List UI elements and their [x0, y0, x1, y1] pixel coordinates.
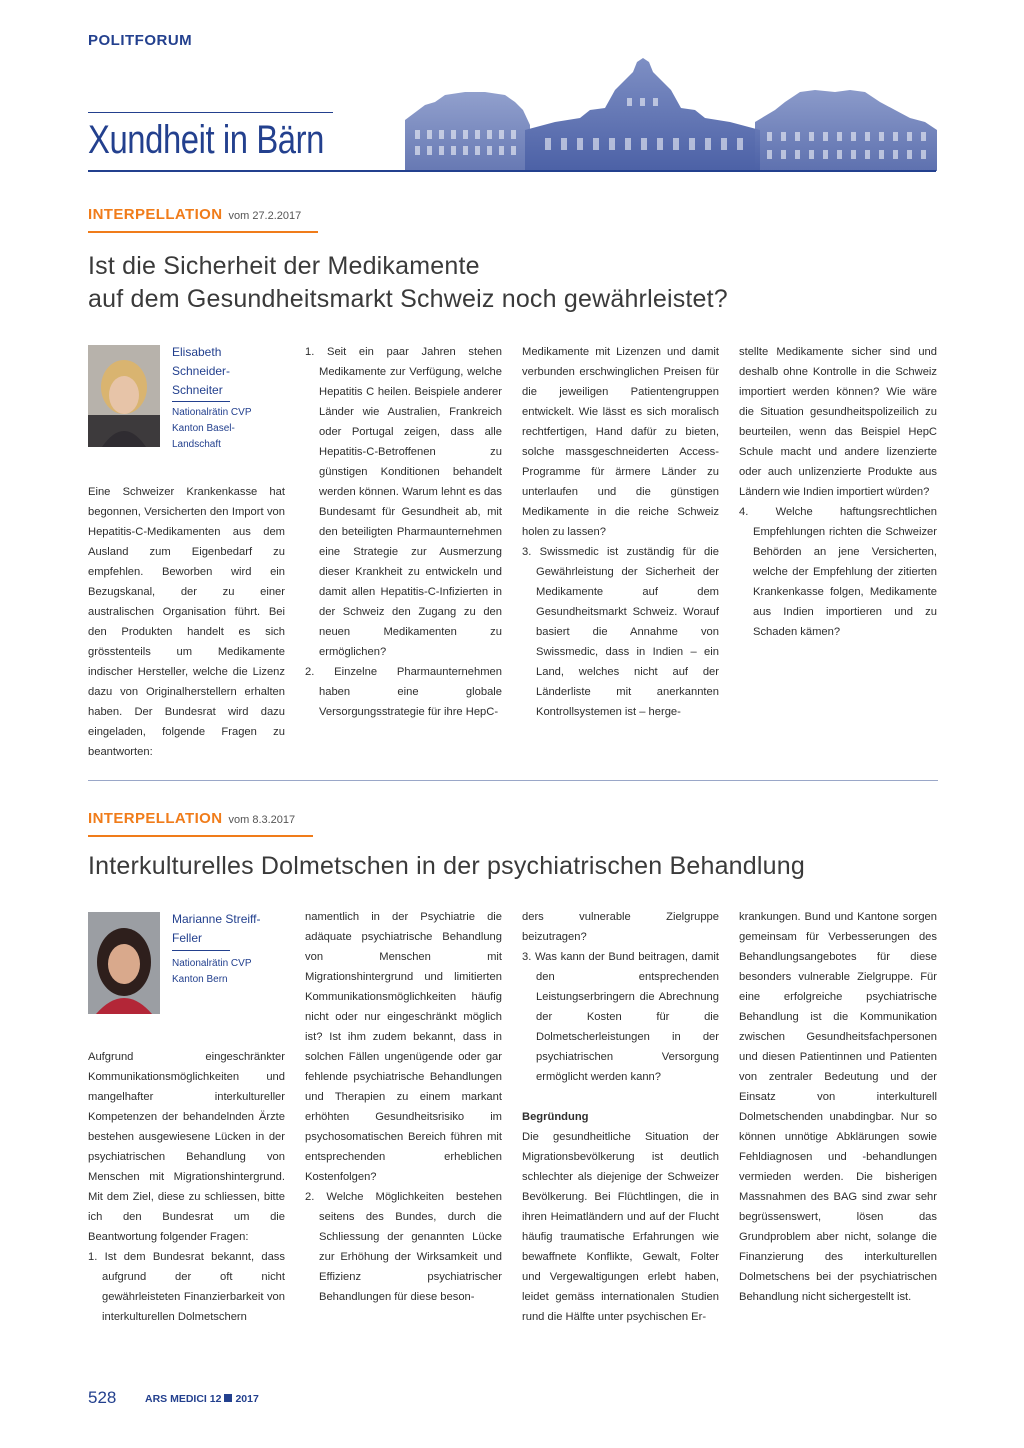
square-bullet-icon: [224, 1394, 232, 1402]
article2-col3: ders vulnerable Zielgruppe beizutragen? 3. Was kann der Bund beitragen, damit den entsprechenden Leistungserbringern die Abrechnung der Kosten für die Dolmetscherleistungen in der psychiatrischen Versorgung ermöglicht werden kann? Begründung Die gesundheitliche Situation der Migrationsbevölkerung ist deutlich schlechter als diejenige der Schweizer Bevölkerung. Bei Flüchtlingen, die in ihren Heimatländern und auf der Flucht häufig traumatische Erfahrungen wie bewaffnete Konflikte, Gewalt, Folter und Vergewaltigungen erlebt haben, leidet gemäss internationalen Studien rund die Hälfte unter psychischen Er-: [522, 911, 719, 1323]
article2-col4: krankungen. Bund und Kantone sorgen gemeinsam für Verbesserungen des Behandlungsangebotes für diese besonders vulnerable Zielgruppe. Für eine erfolgreiche psychiatrische Behandlung ist die Kommunikation zwischen Gesundheitsfachpersonen und diesen Patientinnen und Patienten von zentraler Bedeutung und der Einsatz von interkulturell Dolmetschenden unabdingbar. Nur so können unnötige Abklärungen sowie Fehldiagnosen und -behandlungen vermieden werden. Die bisherigen Massnahmen des BAG sind zwar sehr begrüssenswert, lösen das Grundproblem aber nicht, solange die Finanzierung des interkulturellen Dolmetschens bei der psychiatrischen Behandlung nicht sichergestellt ist.: [739, 911, 937, 1303]
author-portrait-schneider: [88, 345, 160, 447]
article1-col4: stellte Medikamente sicher sind und deshalb ohne Kontrolle in die Schweiz importiert werden können? Wie wäre die Situation gesundheitspolizeilich zu beurteilen, wenn das Beispiel HepC Schule macht und andere lizenzierte oder auch unlizenzierte Produkte aus Ländern wie Indien importiert würden? 4. Welche haftungsrechtlichen Empfehlungen richten die Schweizer Behörden an jene Versicherten, welche der Empfehlung der zitierten Krankenkasse folgen, Medikamente aus Indien importieren und zu Schaden kämen?: [739, 346, 937, 638]
article2-kicker: [88, 810, 295, 828]
header-rule-top: [88, 112, 333, 113]
column-title: Xundheit in Bärn: [88, 118, 324, 162]
article2-col2: namentlich in der Psychiatrie die adäquate psychiatrische Behandlung von Menschen mit Migrationshintergrund und limitierten Kommunikationsmöglichkeiten häufig nicht oder nur eingeschränkt möglich ist? Ist ihm zudem bekannt, dass in solchen Fällen ungenügende oder gar fehlende psychiatrische Behandlungen und Therapien zu einem markant erhöhten Gesundheitsrisiko im psychosomatischen Bereich führen mit entsprechenden erheblichen Kostenfolgen? 2. Welche Möglichkeiten bestehen seitens des Bundes, durch die Schliessung der genannten Lücke zur Erhöhung der Wirksamkeit und Effizienz psychiatrischer Behandlungen für diese beson-: [305, 911, 502, 1303]
article2-kicker-rule: [88, 835, 313, 837]
article1-author-name: Elisabeth Schneider- Schneiter: [172, 345, 231, 397]
article1-title: [88, 250, 728, 316]
section-tag: POLITFORUM: [88, 32, 193, 49]
article2-author-role: Nationalrätin CVP Kanton Bern: [172, 958, 252, 985]
author-portrait-streiff: [88, 912, 160, 1014]
article1-intro: Eine Schweizer Krankenkasse hat begonnen, Versicherten den Import von Hepatitis-C-Medikamenten aus dem Ausland zum Eigenbedarf zu empfehlen. Beworben wird ein Bezugskanal, der zu einer australischen Organisation führt. Bei den Produkten handelt es sich grösstenteils um Medikamente indischer Hersteller, welche die Lizenz dazu von Originalherstellern erhalten haben. Der Bundesrat wird dazu eingeladen, folgende Fragen zu beantworten:: [88, 486, 285, 758]
article-divider: [88, 780, 938, 781]
article2-kicker-label: INTERPELLATION: [88, 810, 223, 827]
article1-title-line1: Ist die Sicherheit der Medikamente: [88, 252, 480, 280]
article2-title: Interkulturelles Dolmetschen in der psychiatrischen Behandlung: [88, 852, 805, 880]
article2-intro: Aufgrund eingeschränkter Kommunikationsmöglichkeiten und mangelhafter interkultureller Kompetenzen der behandelnden Ärzte bestehen ausgewiesene Lücken in der psychiatrischen Behandlung von Menschen mit Migrationshintergrund. Mit dem Ziel, diese zu schliessen, bitte ich den Bundesrat um die Beantwortung folgender Fragen: 1. Ist dem Bundesrat bekannt, dass aufgrund der oft nicht gewährleisteten Finanzierbarkeit von interkulturellen Dolmetschern: [88, 1051, 285, 1323]
article1-col2: 1. Seit ein paar Jahren stehen Medikamente zur Verfügung, welche Hepatitis C heilen. Beispiele anderer Länder wie Australien, Frankreich oder Portugal zeigen, dass alle Hepatitis-C-Betroffenen zu günstigen Konditionen behandelt werden können. Warum lehnt es das Bundesamt für Gesundheit ab, mit den beteiligten Pharmaunternehmen eine Strategie zur Ausmerzung dieser Krankheit zu entwickeln und damit allen Hepatitis-C-Infizierten in der Schweiz den Zugang zu den neuen Medikamenten zu ermöglichen? 2. Einzelne Pharmaunternehmen haben eine globale Versorgungsstrategie für ihre HepC-: [305, 346, 502, 718]
article1-title-line2: auf dem Gesundheitsmarkt Schweiz noch gewährleistet?: [88, 285, 728, 313]
page-number: 528: [88, 1388, 117, 1407]
article1-author-role: Nationalrätin CVP Kanton Basel- Landschaft: [172, 407, 252, 450]
article1-col3: Medikamente mit Lizenzen und damit verbunden erschwinglichen Preisen für die jeweiligen Patientengruppen entwickelt. Wie lässt es sich moralisch rechtfertigen, Hand dafür zu bieten, solche massgeschneiderten Access-Programme für ärmere Länder zu unterlaufen und die günstigen Medikamente in die reiche Schweiz holen zu lassen? 3. Swissmedic ist zuständig für die Gewährleistung der Sicherheit der Medikamente auf dem Gesundheitsmarkt Schweiz. Worauf basiert die Annahme von Swissmedic, dass in Indien – ein Land, welches nicht auf der Länderliste mit anerkannten Kontrollsystemen ist – herge-: [522, 346, 719, 718]
header-rule-bottom: [88, 170, 936, 172]
article1-kicker-rule: [88, 231, 318, 233]
footer-magazine: ARS MEDICI 12 2017: [145, 1393, 259, 1405]
article2-author-name: Marianne Streiff- Feller: [172, 912, 261, 945]
article1-author-rule: [172, 401, 230, 402]
parliament-skyline-illustration: [405, 50, 937, 171]
article2-date: vom 8.3.2017: [228, 814, 296, 826]
article1-kicker-label: INTERPELLATION: [88, 206, 223, 223]
article1-kicker: [88, 206, 301, 224]
article2-author-rule: [172, 950, 230, 951]
reason-heading: Begründung: [522, 1111, 589, 1123]
article1-date: vom 27.2.2017: [228, 210, 302, 222]
